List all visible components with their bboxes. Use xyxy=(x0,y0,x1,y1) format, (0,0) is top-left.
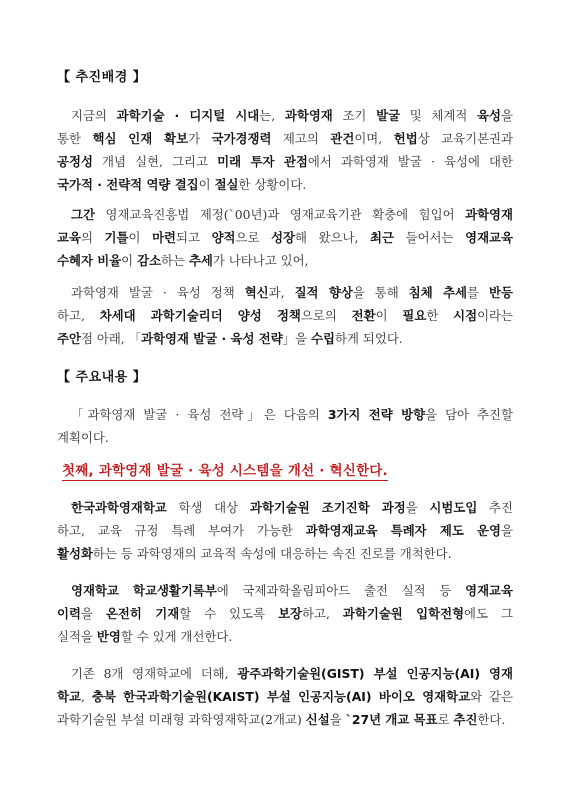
emphasis-text: 기틀 xyxy=(104,230,129,245)
paragraph-line: 하고, 교육 규정 특례 부여가 가능한 과학영재교육 특례자 제도 운영을 xyxy=(57,523,513,538)
paragraph-line: 하고, 차세대 과학기술리더 양성 정책으로의 전환이 필요한 시점이라는 xyxy=(57,308,513,323)
paragraph-line: 영재학교 학교생활기록부에 국제과학올림피아드 출전 실적 등 영재교육 xyxy=(71,583,513,598)
emphasis-text: 과학기술원 조기진학 과정 xyxy=(249,500,406,515)
emphasis-text: 학교 xyxy=(57,689,81,704)
emphasis-text: 발굴 xyxy=(376,108,401,123)
paragraph-line: 기존 8개 영재학교에 더해, 광주과학기술원(GIST) 부설 인공지능(AI) 영재 xyxy=(71,666,513,681)
emphasis-text: 온전히 기재 xyxy=(105,606,180,621)
strategy-one-title: 첫째, 과학영재 발굴 · 육성 시스템을 개선 · 혁신한다. xyxy=(62,460,388,481)
emphasis-text: 광주과학기술원(GIST) 부설 인공지능(AI) 영재 xyxy=(237,666,513,681)
emphasis-text: 전환 xyxy=(351,308,376,323)
emphasis-text: 질적 향상 xyxy=(294,285,353,300)
paragraph-line: 계획이다. xyxy=(57,430,109,445)
paragraph-line: 공정성 개념 실현, 그리고 미래 투자 관점에서 과학영재 발굴 · 육성에 대한 xyxy=(57,154,513,169)
emphasis-text: 핵심 인재 확보 xyxy=(92,131,189,146)
paragraph-strategy-3 xyxy=(57,662,513,731)
paragraph-line: 이력을 온전히 기재할 수 있도록 보장하고, 과학기술원 입학전형에도 그 xyxy=(57,606,513,621)
emphasis-text: 그간 xyxy=(71,207,95,222)
paragraph-line: 과학기술원 부설 미래형 과학영재학교(2개교) 신설을 `27년 개교 목표로 추진한다. xyxy=(57,712,506,727)
paragraph-background-1 xyxy=(57,104,513,196)
emphasis-text: 성장 xyxy=(271,230,296,245)
paragraph-line: 실적을 반영할 수 있게 개선한다. xyxy=(57,629,233,644)
emphasis-text: 영재교육 xyxy=(465,583,513,598)
paragraph-line: 수혜자 비율이 감소하는 추세가 나타나고 있어, xyxy=(57,253,309,268)
emphasis-text: 한국과학영재학교 xyxy=(71,500,167,515)
emphasis-text: 활성화 xyxy=(57,546,93,561)
emphasis-text: 최근 xyxy=(370,230,394,245)
paragraph-strategy-2 xyxy=(57,579,513,648)
emphasis-text: 헌법 xyxy=(393,131,418,146)
emphasis-text: 과학기술원 입학전형 xyxy=(342,606,465,621)
emphasis-text: 3가지 전략 방향 xyxy=(327,407,426,422)
emphasis-text: 추세 xyxy=(188,253,213,268)
emphasis-text: 과학영재교육 특례자 제도 운영 xyxy=(305,523,502,538)
emphasis-text: 과학기술 · 디지털 시대 xyxy=(116,108,260,123)
emphasis-text: 침체 추세 xyxy=(408,285,468,300)
paragraph-line: 교육의 기틀이 마련되고 양적으로 성장해 왔으나, 최근 들어서는 영재교육 xyxy=(57,230,513,245)
paragraph-line: 학교, 충북 한국과학기술원(KAIST) 부설 인공지능(AI) 바이오 영재학교와 같은 xyxy=(57,689,513,704)
emphasis-text: `27년 개교 목표 xyxy=(345,712,438,727)
section-heading-background: 【 추진배경 】 xyxy=(57,70,147,85)
emphasis-text: 수혜자 비율 xyxy=(57,253,122,268)
paragraph-strategy-1 xyxy=(57,496,513,565)
paragraph-content-intro xyxy=(57,403,513,449)
emphasis-text: 시범도입 xyxy=(429,500,478,515)
emphasis-text: 혁신 xyxy=(244,285,269,300)
paragraph-line: 국가적 · 전략적 역량 결집이 절실한 상황이다. xyxy=(57,177,307,192)
emphasis-text: 공정성 xyxy=(57,154,93,169)
paragraph-line: 활성화하는 등 과학영재의 교육적 속성에 대응하는 속진 진로를 개척한다. xyxy=(57,546,452,561)
paragraph-line: 과학영재 발굴 · 육성 정책 혁신과, 질적 향상을 통해 침체 추세를 반등 xyxy=(71,285,513,300)
emphasis-text: 추진 xyxy=(453,712,478,727)
emphasis-text: 반등 xyxy=(489,285,513,300)
emphasis-text: 신설 xyxy=(305,712,330,727)
emphasis-text: 과학영재 xyxy=(284,108,333,123)
emphasis-text: 마련 xyxy=(152,230,177,245)
paragraph-line: 통한 핵심 인재 확보가 국가경쟁력 제고의 관건이며, 헌법상 교육기본권과 xyxy=(57,131,513,146)
emphasis-text: 절실 xyxy=(214,177,239,192)
emphasis-text: 미래 투자 관점 xyxy=(217,154,308,169)
emphasis-text: 양적 xyxy=(211,230,236,245)
emphasis-text: 육성 xyxy=(477,108,501,123)
emphasis-text: 과학영재 xyxy=(465,207,513,222)
emphasis-text: 주안 xyxy=(57,331,81,346)
emphasis-text: 차세대 과학기술리더 양성 정책 xyxy=(99,308,301,323)
paragraph-line: 그간 영재교육진흥법 제정(`00년)과 영재교육기관 확충에 힘입어 과학영재 xyxy=(71,207,513,222)
section-heading-content: 【 주요내용 】 xyxy=(57,370,147,385)
emphasis-text: 보장 xyxy=(278,606,303,621)
emphasis-text: 관건 xyxy=(330,131,355,146)
paragraph-line: 「과학영재 발굴 · 육성 전략」은 다음의 3가지 전략 방향을 담아 추진할 xyxy=(71,407,513,422)
emphasis-text: 충북 한국과학기술원(KAIST) 부설 인공지능(AI) 바이오 영재학교 xyxy=(91,689,471,704)
emphasis-text: 반영 xyxy=(96,629,121,644)
emphasis-text: 국가경쟁력 xyxy=(211,131,272,146)
paragraph-line: 주안점 아래, 「과학영재 발굴 · 육성 전략」을 수립하게 되었다. xyxy=(57,331,403,346)
emphasis-text: 수립 xyxy=(311,331,335,346)
emphasis-text: 이력 xyxy=(57,606,81,621)
paragraph-line: 한국과학영재학교 학생 대상 과학기술원 조기진학 과정을 시범도입 추진 xyxy=(71,500,513,515)
emphasis-text: 과학영재 발굴 · 육성 전략 xyxy=(141,331,283,346)
paragraph-background-2 xyxy=(57,203,513,272)
paragraph-line: 지금의 과학기술 · 디지털 시대는, 과학영재 조기 발굴 및 체계적 육성을 xyxy=(71,108,513,123)
emphasis-text: 시점 xyxy=(453,308,478,323)
emphasis-text: 영재교육 xyxy=(465,230,513,245)
emphasis-text: 필요 xyxy=(402,308,427,323)
emphasis-text: 교육 xyxy=(57,230,81,245)
emphasis-text: 국가적 · 전략적 역량 결집 xyxy=(57,177,199,192)
emphasis-text: 영재학교 학교생활기록부 xyxy=(71,583,217,598)
paragraph-background-3 xyxy=(57,281,513,350)
emphasis-text: 감소 xyxy=(137,253,162,268)
